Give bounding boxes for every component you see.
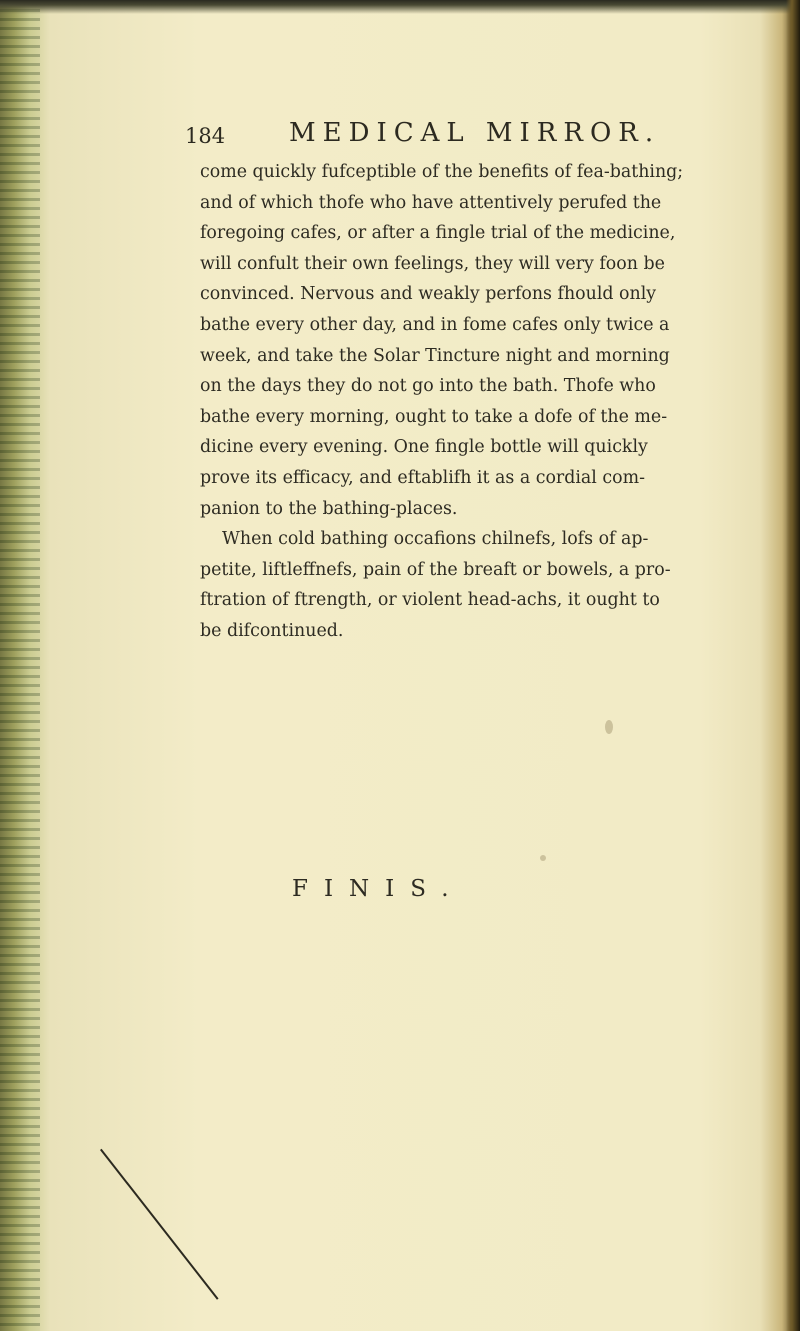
text-line: on the days they do not go into the bath. Thofe who — [200, 376, 656, 397]
text-line: ftration of ftrength, or violent head-achs, it ought to — [200, 590, 660, 611]
page-gutter — [0, 0, 40, 1331]
text-line: be difcontinued. — [200, 620, 344, 641]
running-title: MEDICAL MIRROR. — [289, 118, 661, 148]
ink-smudge — [605, 720, 613, 734]
ink-smudge — [540, 855, 546, 861]
page-header — [185, 118, 705, 158]
text-line: panion to the bathing-places. — [200, 498, 458, 519]
text-line: will confult their own feelings, they will very foon be — [200, 253, 665, 274]
text-line: week, and take the Solar Tincture night and morning — [200, 345, 670, 366]
top-edge-shadow — [0, 0, 800, 14]
finis-label: FINIS. — [292, 876, 465, 902]
text-line: foregoing cafes, or after a fingle trial of the medicine, — [200, 223, 676, 244]
text-line: dicine every evening. One fingle bottle will quickly — [200, 437, 648, 458]
text-line: prove its efficacy, and eftablifh it as a cordial com- — [200, 467, 645, 488]
body-text — [200, 157, 748, 647]
page-crease — [100, 1149, 219, 1300]
text-line: bathe every morning, ought to take a dofe of the me- — [200, 406, 668, 427]
right-page-edge — [786, 0, 800, 1331]
text-line: convinced. Nervous and weakly perfons fhould only — [200, 284, 657, 305]
text-line: bathe every other day, and in fome cafes only twice a — [200, 314, 670, 335]
text-line: and of which thofe who have attentively perufed the — [200, 192, 662, 213]
text-line: When cold bathing occafions chilnefs, lofs of ap- — [222, 529, 649, 550]
text-line: come quickly fufceptible of the benefits of fea-bathing; — [200, 162, 684, 182]
text-line: petite, liftleffnefs, pain of the breaft or bowels, a pro- — [200, 559, 671, 580]
page-number: 184 — [185, 124, 226, 148]
